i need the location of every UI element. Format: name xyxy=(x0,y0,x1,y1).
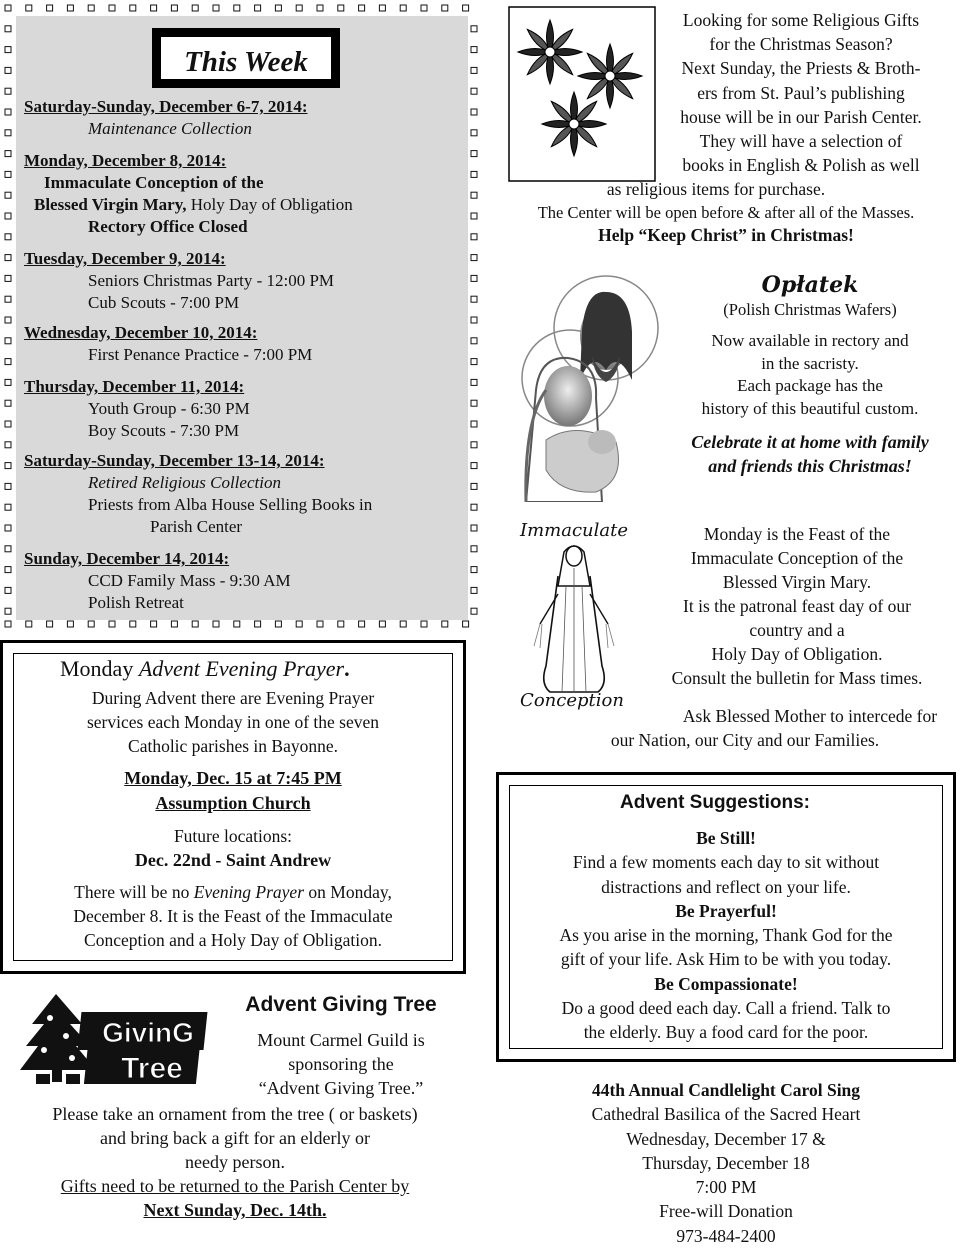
evening-prayer-future: Future locations: Dec. 22nd - Saint Andrew xyxy=(134,826,332,870)
svg-text:Tree: Tree xyxy=(121,1052,183,1085)
week-line: Maintenance Collection xyxy=(88,119,252,138)
giving-tree-logo-icon xyxy=(16,988,216,1088)
this-week-title: This Week xyxy=(184,46,308,78)
oplatek-text: Now available in rectory and in the sacristy. Each package has the history of this beautiful custom. xyxy=(701,331,919,418)
week-line: Parish Center xyxy=(150,517,243,536)
week-line: Blessed Virgin Mary, Holy Day of Obligation xyxy=(34,195,353,214)
advent-suggestions-title: Advent Suggestions: xyxy=(620,792,811,813)
immaculate-prayer: Ask Blessed Mother to intercede for our Nation, our City and our Families. xyxy=(610,706,938,750)
advent-suggestions-list: Be Still! Find a few moments each day to sit without distractions and reflect on your life. Be Prayerful! As you arise in the morning, Thank God for the gift of your life. Ask Him to be with you today. Be Compassionate! Do a good deed each day. Call a friend. Talk to the elderly. Buy a food card for the poor. xyxy=(559,828,893,1043)
svg-text:Immaculate: Immaculate xyxy=(519,520,629,541)
giving-tree-body: Please take an ornament from the tree ( or baskets) and bring back a gift for an elderly or needy person. Gifts need to be returned to the Parish Center by Next Sunday, Dec. 14th. xyxy=(52,1104,418,1220)
immaculate-image xyxy=(510,516,638,714)
immaculate-text: Monday is the Feast of the Immaculate Conception of the Blessed Virgin Mary. It is the patronal feast day of our country and a Holy Day of Obligation. Consult the bulletin for Mass times. xyxy=(671,524,923,688)
books-text-wide: as religious items for purchase. The Center will be open before & after all of the Masses. Help “Keep Christ” in Christmas! xyxy=(537,179,915,245)
poinsettia-image xyxy=(508,6,656,182)
week-heading: Monday, December 8, 2014: xyxy=(24,151,227,170)
week-line: Polish Retreat xyxy=(88,593,184,612)
week-line: First Penance Practice - 7:00 PM xyxy=(88,345,313,364)
week-line: Rectory Office Closed xyxy=(88,217,248,236)
oplatek-title: Opłatek xyxy=(761,272,859,298)
svg-text:GivinG: GivinG xyxy=(102,1017,194,1048)
week-line: Cub Scouts - 7:00 PM xyxy=(88,293,240,312)
evening-prayer-title: Monday Advent Evening Prayer. xyxy=(60,656,350,681)
week-heading: Saturday-Sunday, December 13-14, 2014: xyxy=(24,451,325,470)
week-heading: Thursday, December 11, 2014: xyxy=(24,377,245,396)
this-week-title-frame xyxy=(152,28,340,88)
week-heading: Saturday-Sunday, December 6-7, 2014: xyxy=(24,97,308,116)
giving-tree-logo xyxy=(16,988,216,1088)
evening-prayer-date: Monday, Dec. 15 at 7:45 PM Assumption Church xyxy=(124,768,342,813)
week-line: Boy Scouts - 7:30 PM xyxy=(88,421,240,440)
week-heading: Tuesday, December 9, 2014: xyxy=(24,249,226,268)
books-text: Looking for some Religious Gifts for the Christmas Season? Next Sunday, the Priests & Broth- ers from St. Paul’s publishing house will be in our Parish Center. They will have a selection of books in English & Polish as well xyxy=(680,10,922,176)
week-line: CCD Family Mass - 9:30 AM xyxy=(88,571,291,590)
oplatek-closing: Celebrate it at home with family and friends this Christmas! xyxy=(691,432,929,476)
carol-sing-title: 44th Annual Candlelight Carol Sing xyxy=(591,1080,861,1100)
week-line: Immaculate Conception of the xyxy=(44,173,264,192)
giving-tree-intro: Mount Carmel Guild is sponsoring the “Advent Giving Tree.” xyxy=(257,1030,425,1098)
evening-prayer-body: During Advent there are Evening Prayer services each Monday in one of the seven Catholic parishes in Bayonne. xyxy=(86,688,380,756)
week-heading: Sunday, December 14, 2014: xyxy=(24,549,230,568)
oplatek-subtitle: (Polish Christmas Wafers) xyxy=(723,300,897,319)
svg-text:Conception: Conception xyxy=(520,690,624,711)
holy-family-icon xyxy=(506,270,660,502)
holy-family-image xyxy=(506,270,660,502)
week-line: Youth Group - 6:30 PM xyxy=(88,399,250,418)
week-line: Priests from Alba House Selling Books in xyxy=(88,495,373,514)
week-heading: Wednesday, December 10, 2014: xyxy=(24,323,258,342)
week-line: Retired Religious Collection xyxy=(88,473,281,492)
carol-sing: 44th Annual Candlelight Carol Sing Cathedral Basilica of the Sacred Heart Wednesday, December 17 & Thursday, December 18 7:00 PM Free-will Donation 973-484-2400 xyxy=(496,1078,956,1248)
poinsettia-icon xyxy=(508,6,656,182)
evening-prayer-note: There will be no Evening Prayer on Monday, December 8. It is the Feast of the Immaculate Conception and a Holy Day of Obligation. xyxy=(73,882,393,950)
mary-icon xyxy=(510,516,638,714)
week-line: Seniors Christmas Party - 12:00 PM xyxy=(88,271,335,290)
giving-tree-title: Advent Giving Tree xyxy=(245,993,437,1016)
